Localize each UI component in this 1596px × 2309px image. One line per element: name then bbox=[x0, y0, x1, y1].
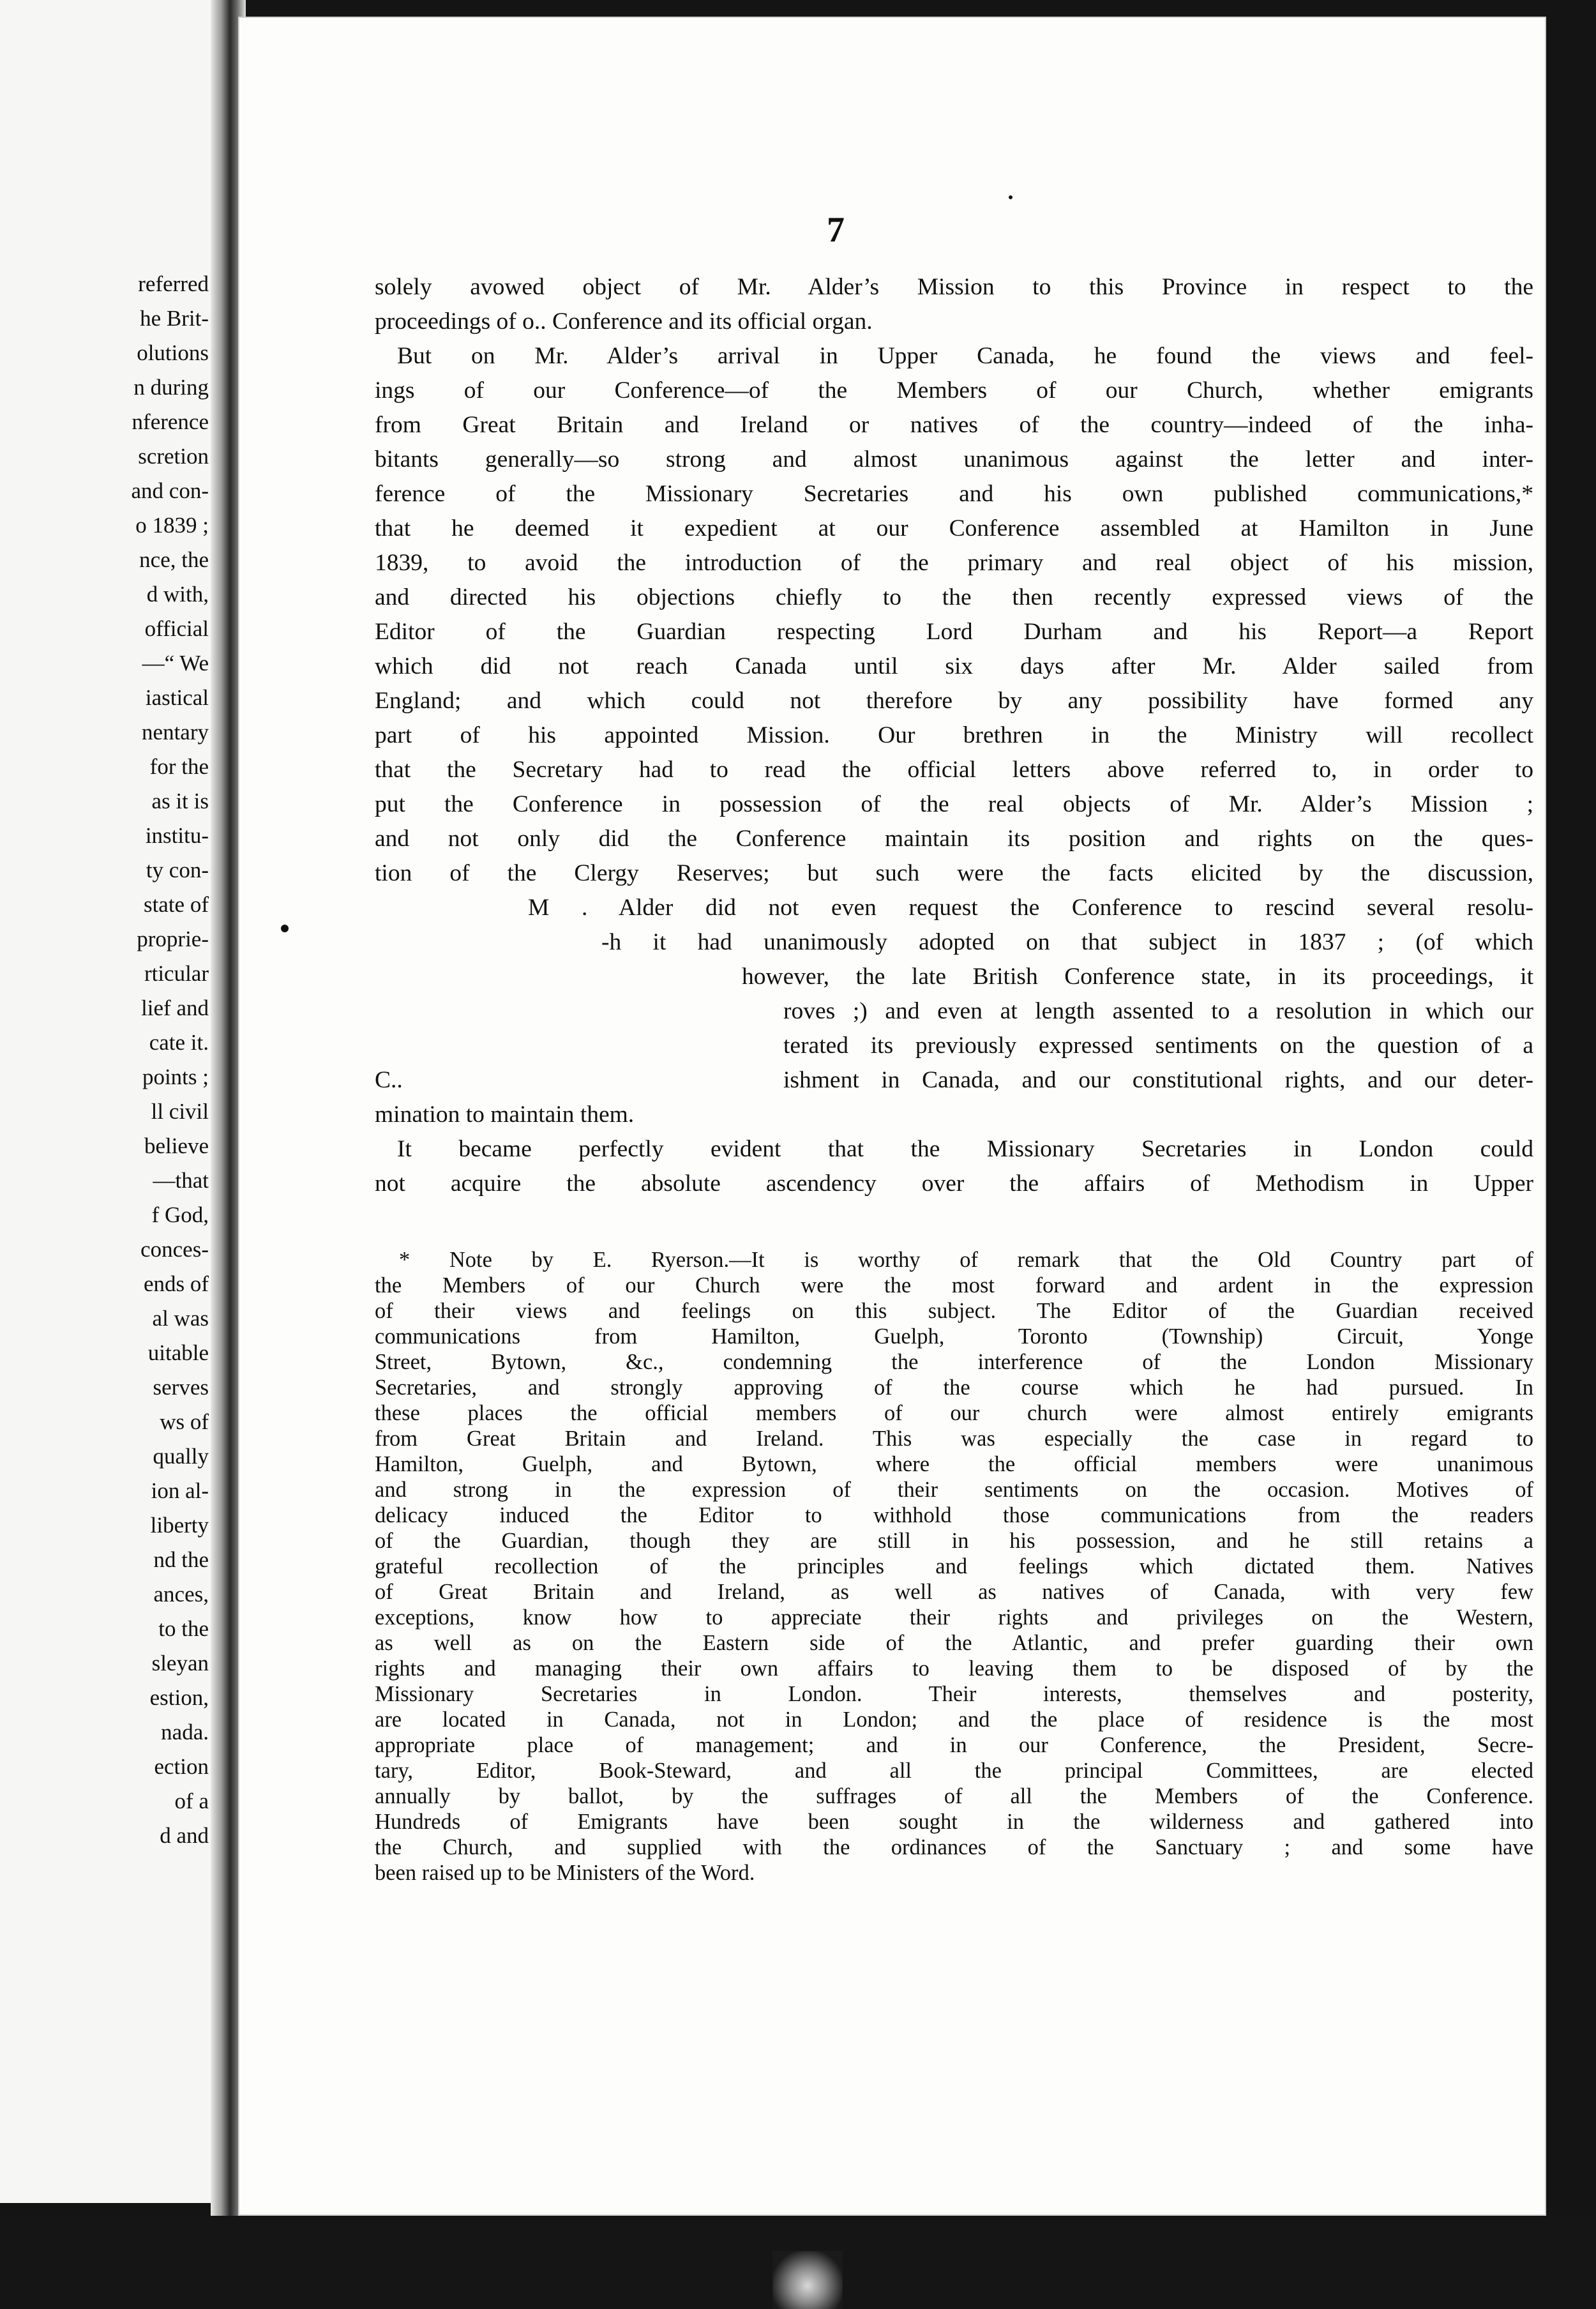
footnote-line: the Church, and supplied with the ordinances of the Sanctuary ; and some have bbox=[375, 1835, 1533, 1859]
left-margin-line: nference bbox=[132, 409, 209, 434]
footnote-line: of the Guardian, though they are still in his possession, and he still retains a bbox=[375, 1529, 1533, 1553]
left-margin-line: —“ We bbox=[142, 651, 209, 676]
left-margin-line: iastical bbox=[145, 685, 209, 710]
left-margin-line: ends of bbox=[143, 1271, 209, 1296]
footnote-line: annually by ballot, by the suffrages of all the Members of the Conference. bbox=[375, 1784, 1533, 1808]
text-line: It became perfectly evident that the Missionary Secretaries in London could bbox=[397, 1136, 1533, 1162]
left-margin-line: nada. bbox=[161, 1720, 209, 1745]
left-margin-line: lief and bbox=[141, 996, 209, 1020]
left-margin-line: olutions bbox=[137, 340, 209, 365]
left-margin-line: points ; bbox=[142, 1064, 209, 1089]
left-margin-line: n during bbox=[133, 375, 209, 400]
left-margin-line: sleyan bbox=[151, 1651, 209, 1676]
left-margin-line: qually bbox=[153, 1444, 209, 1469]
text-line: however, the late British Conference state, in its proceedings, it bbox=[742, 964, 1533, 990]
ink-speck bbox=[1009, 195, 1013, 199]
left-margin-line: as it is bbox=[151, 789, 209, 814]
text-line: and not only did the Conference maintain its position and rights on the ques- bbox=[375, 826, 1533, 852]
left-margin-line: ll civil bbox=[151, 1099, 209, 1124]
text-line: solely avowed object of Mr. Alder’s Mission to this Province in respect to the bbox=[375, 274, 1533, 300]
footnote-line: as well as on the Eastern side of the Atlantic, and prefer guarding their own bbox=[375, 1631, 1533, 1655]
text-line: which did not reach Canada until six days after Mr. Alder sailed from bbox=[375, 653, 1533, 679]
text-line: that the Secretary had to read the official letters above referred to, in order to bbox=[375, 757, 1533, 783]
left-margin-line: nd the bbox=[153, 1547, 209, 1572]
text-line: But on Mr. Alder’s arrival in Upper Canada, he found the views and feel- bbox=[397, 343, 1533, 369]
footnote-line: been raised up to be Ministers of the Word. bbox=[375, 1861, 755, 1885]
footnote-line: appropriate place of management; and in our Conference, the President, Secre- bbox=[375, 1733, 1533, 1757]
text-line: Editor of the Guardian respecting Lord Durham and his Report—a Report bbox=[375, 619, 1533, 645]
left-margin-line: serves bbox=[153, 1375, 209, 1400]
text-line: proceedings of o.. Conference and its official organ. bbox=[375, 308, 873, 335]
footnote-line: tary, Editor, Book-Steward, and all the principal Committees, are elected bbox=[375, 1759, 1533, 1783]
footnote-line: delicacy induced the Editor to withhold those communications from the readers bbox=[375, 1503, 1533, 1527]
page-number: 7 bbox=[827, 210, 845, 250]
text-line: ishment in Canada, and our constitutional rights, and our deter- bbox=[783, 1067, 1533, 1093]
left-margin-line: ty con- bbox=[146, 858, 209, 882]
text-line: from Great Britain and Ireland or natives of the country—indeed of the inha- bbox=[375, 412, 1533, 438]
footnote-line: communications from Hamilton, Guelph, Toronto (Township) Circuit, Yonge bbox=[375, 1324, 1533, 1349]
text-line: that he deemed it expedient at our Conference assembled at Hamilton in June bbox=[375, 515, 1533, 541]
left-margin-line: to the bbox=[158, 1616, 209, 1641]
text-line: 1839, to avoid the introduction of the primary and real object of his mission, bbox=[375, 550, 1533, 576]
left-margin-line: of a bbox=[174, 1789, 209, 1813]
text-line: tion of the Clergy Reserves; but such were the facts elicited by the discussion, bbox=[375, 860, 1533, 886]
footnote-line: are located in Canada, not in London; and the place of residence is the most bbox=[375, 1707, 1533, 1732]
left-margin-line: f God, bbox=[151, 1202, 209, 1227]
left-margin-line: nentary bbox=[142, 720, 209, 745]
text-line: -h it had unanimously adopted on that subject in 1837 ; (of which bbox=[601, 929, 1533, 955]
left-margin-line: and con- bbox=[131, 478, 209, 503]
footnote-line: these places the official members of our church were almost entirely emigrants bbox=[375, 1401, 1533, 1425]
footnote-line: Street, Bytown, &c., condemning the interference of the London Missionary bbox=[375, 1350, 1533, 1374]
left-margin-line: cate it. bbox=[149, 1030, 209, 1055]
footnote-line: Hamilton, Guelph, and Bytown, where the official members were unanimous bbox=[375, 1452, 1533, 1476]
left-margin-line: —that bbox=[153, 1168, 209, 1193]
left-margin-line: d with, bbox=[146, 582, 209, 607]
left-margin-line: al was bbox=[152, 1306, 209, 1331]
text-line: part of his appointed Mission. Our brethren in the Ministry will recollect bbox=[375, 722, 1533, 748]
footnote-line: the Members of our Church were the most forward and ardent in the expression bbox=[375, 1273, 1533, 1298]
left-margin-line: ion al- bbox=[151, 1478, 209, 1503]
footnote-line: grateful recollection of the principles and feelings which dictated them. Natives bbox=[375, 1554, 1533, 1578]
left-facing-page bbox=[0, 0, 220, 2203]
left-margin-line: ances, bbox=[153, 1582, 209, 1607]
footnote-line: of their views and feelings on this subject. The Editor of the Guardian received bbox=[375, 1299, 1533, 1323]
footnote-line: * Note by E. Ryerson.—It is worthy of remark that the Old Country part of bbox=[399, 1248, 1533, 1272]
text-line: bitants generally—so strong and almost unanimous against the letter and inter- bbox=[375, 446, 1533, 473]
text-line: England; and which could not therefore by any possibility have formed any bbox=[375, 688, 1533, 714]
ink-speck bbox=[281, 925, 289, 932]
left-margin-line: state of bbox=[143, 892, 209, 917]
left-margin-line: referred bbox=[138, 271, 209, 296]
left-margin-line: nce, the bbox=[139, 547, 209, 572]
footnote-line: from Great Britain and Ireland. This was especially the case in regard to bbox=[375, 1427, 1533, 1451]
text-line: put the Conference in possession of the real objects of Mr. Alder’s Mission ; bbox=[375, 791, 1533, 817]
left-margin-line: rticular bbox=[144, 961, 209, 986]
footnote-line: exceptions, know how to appreciate their rights and privileges on the Western, bbox=[375, 1605, 1533, 1630]
text-line: roves ;) and even at length assented to a resolution in which our bbox=[783, 998, 1533, 1024]
text-line: M . Alder did not even request the Conference to rescind several resolu- bbox=[528, 895, 1533, 921]
footnote-line: Secretaries, and strongly approving of the course which he had pursued. In bbox=[375, 1375, 1533, 1400]
scan-smudge bbox=[772, 2251, 843, 2309]
footnote-line: Missionary Secretaries in London. Their interests, themselves and posterity, bbox=[375, 1682, 1533, 1706]
left-margin-line: he Brit- bbox=[140, 306, 209, 331]
left-margin-line: scretion bbox=[138, 444, 209, 469]
text-line: ference of the Missionary Secretaries and his own published communications,* bbox=[375, 481, 1533, 507]
footnote-line: Hundreds of Emigrants have been sought in the wilderness and gathered into bbox=[375, 1810, 1533, 1834]
text-line-fragment: C.. bbox=[375, 1067, 403, 1093]
left-margin-line: ws of bbox=[160, 1409, 209, 1434]
left-margin-line: official bbox=[144, 616, 209, 641]
left-margin-line: ection bbox=[154, 1754, 209, 1779]
left-margin-line: d and bbox=[160, 1823, 209, 1848]
left-margin-line: believe bbox=[144, 1133, 209, 1158]
left-margin-line: liberty bbox=[150, 1513, 209, 1538]
left-margin-line: for the bbox=[149, 754, 209, 779]
left-margin-line: o 1839 ; bbox=[135, 513, 209, 538]
text-line: ings of our Conference—of the Members of our Church, whether emigrants bbox=[375, 377, 1533, 404]
left-margin-line: institu- bbox=[145, 823, 209, 848]
left-margin-line: uitable bbox=[147, 1340, 209, 1365]
left-margin-line: proprie- bbox=[137, 927, 209, 951]
text-line: not acquire the absolute ascendency over the affairs of Methodism in Upper bbox=[375, 1170, 1533, 1197]
footnote-line: of Great Britain and Ireland, as well as natives of Canada, with very few bbox=[375, 1580, 1533, 1604]
text-line: mination to maintain them. bbox=[375, 1102, 635, 1128]
left-margin-line: estion, bbox=[149, 1685, 209, 1710]
left-margin-line: conces- bbox=[140, 1237, 209, 1262]
footnote-line: rights and managing their own affairs to leaving them to be disposed of by the bbox=[375, 1656, 1533, 1681]
text-line: and directed his objections chiefly to the then recently expressed views of the bbox=[375, 584, 1533, 610]
text-line: terated its previously expressed sentiments on the question of a bbox=[783, 1033, 1533, 1059]
book-page bbox=[239, 18, 1545, 2214]
footnote-line: and strong in the expression of their sentiments on the occasion. Motives of bbox=[375, 1478, 1533, 1502]
